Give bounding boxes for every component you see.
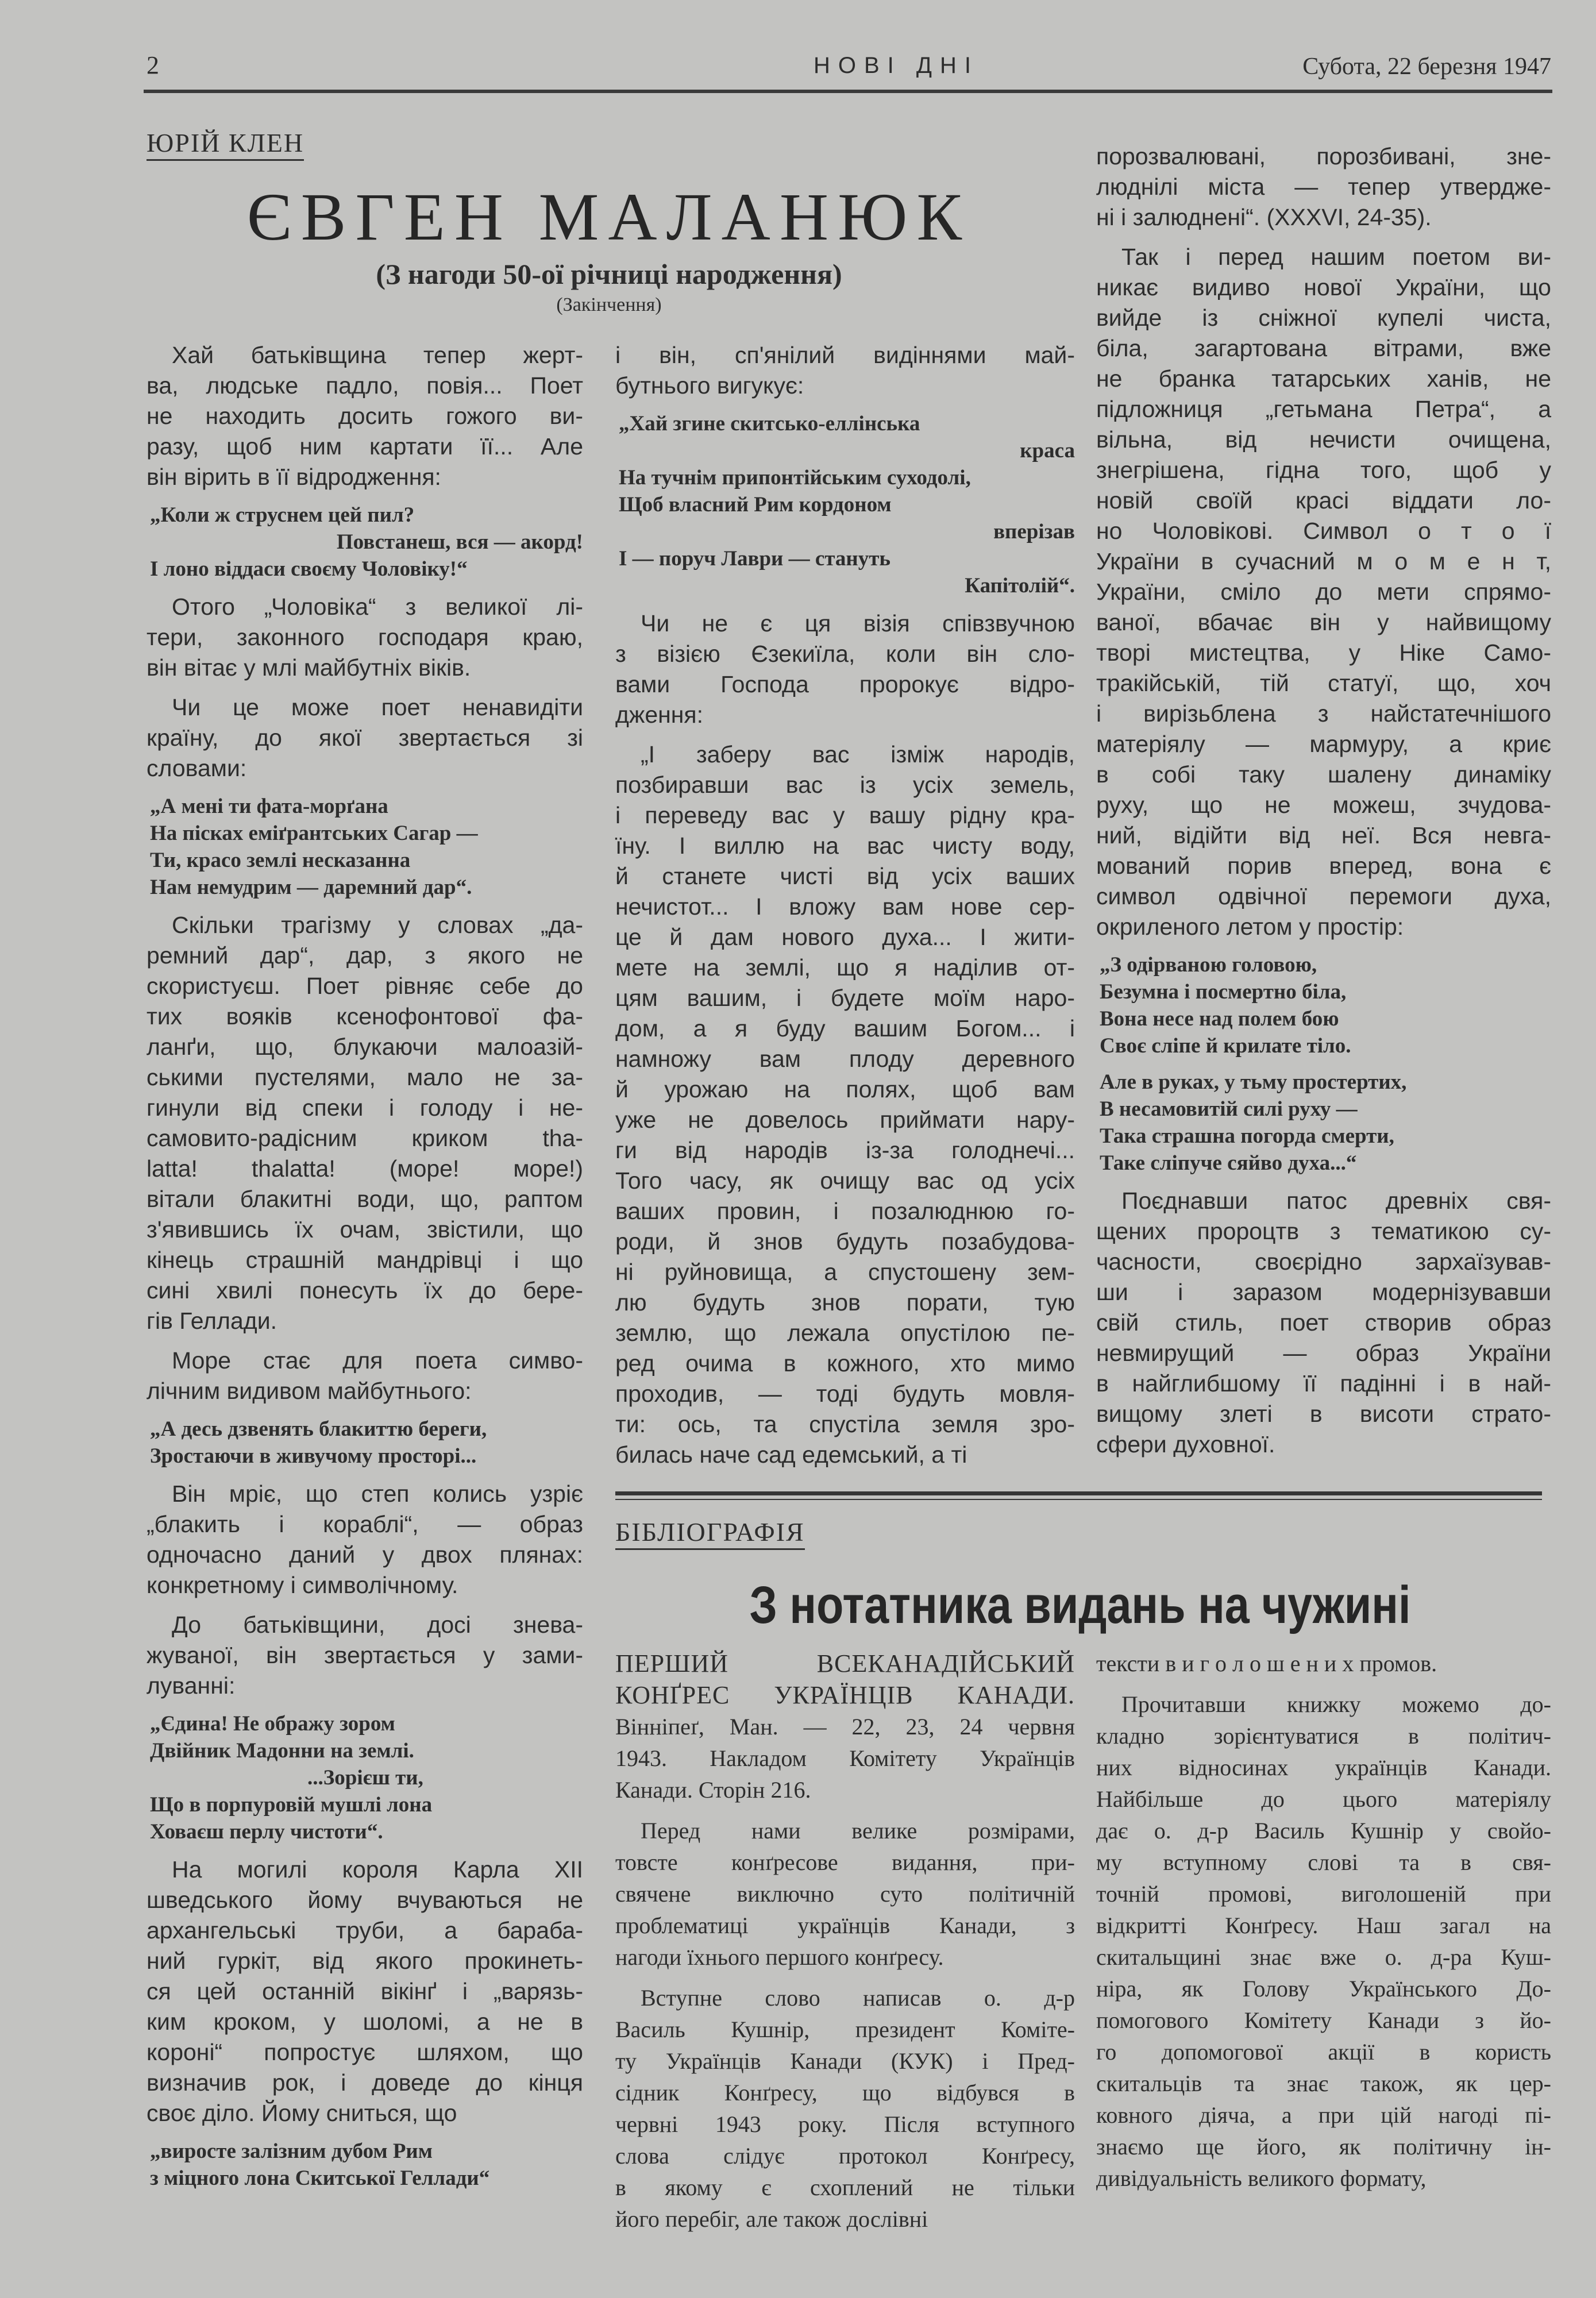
text-line: ...Зорієш ти, [307, 1766, 423, 1790]
text-line: ши і заразом модернізувавши [1096, 1279, 1551, 1305]
text-line: короні“ попростує шляхом, що [147, 2039, 583, 2065]
paragraph [1096, 1688, 1551, 2194]
text-line: Своє сліпе й крилате тіло. [1100, 1034, 1351, 1058]
text-line: ги від народів із-за голоднечі... [615, 1137, 1075, 1163]
section-divider-thin [615, 1499, 1542, 1500]
article-author: ЮРІЙ КЛЕН [147, 128, 304, 161]
text-line: їну. І виллю на вас чисту воду, [615, 832, 1075, 859]
text-line: latta! thalatta! (море! море!) [147, 1155, 583, 1182]
text-line: „А мені ти фата-морґана [150, 795, 388, 818]
text-line: матеріялу — мармуру, а криє [1096, 731, 1551, 757]
text-line: словами: [147, 755, 247, 781]
text-line: 1943. Накладом Комітету Українців [615, 1745, 1075, 1771]
text-line: Ти, красо землі несказанна [150, 849, 411, 872]
article-column-1 [147, 340, 583, 2201]
text-line: Отого „Чоловіка“ з великої лі- [172, 593, 583, 620]
paragraph [147, 1854, 583, 2129]
text-line: ваної, вбачає він у найвищому [1096, 609, 1551, 635]
text-line: люднілі міста — тепер утвердже- [1096, 173, 1551, 200]
text-line: В несамовитій силі руху — [1100, 1097, 1358, 1121]
text-line: намножу вам плоду деревного [615, 1046, 1075, 1072]
paragraph [147, 910, 583, 1336]
paragraph [147, 692, 583, 784]
text-line: До батьківщини, досі знева- [172, 1611, 583, 1638]
text-line: Безумна і посмертно біла, [1100, 980, 1347, 1004]
text-line: і вирізьблена з найстатечнішого [1096, 700, 1551, 727]
text-line: й урожаю на полях, щоб вам [615, 1076, 1075, 1102]
text-line: „блакить і кораблі“, — образ [147, 1511, 583, 1537]
text-line: кінець страшній мандрівці і що [147, 1247, 583, 1273]
text-line: Того часу, як очищу вас од усіх [615, 1167, 1075, 1194]
article-subtitle: (З нагоди 50-ої річниці народження) [376, 258, 842, 290]
poem-quote [1096, 951, 1551, 1059]
paragraph [147, 1479, 583, 1601]
text-line: Зростаючи в живучому просторі... [150, 1444, 477, 1468]
text-line: щених пророцтв з тематикою су- [1096, 1218, 1551, 1244]
text-line: гів Геллади. [147, 1308, 277, 1334]
text-line: архангельські труби, а бараба- [147, 1917, 583, 1944]
text-line: дом, а я буду вашим Богом... і [615, 1015, 1075, 1042]
text-line: Капітолій“. [965, 574, 1075, 597]
text-line: з візією Єзекиїла, коли він сло- [615, 641, 1075, 667]
text-line: никає видиво нової України, що [1096, 274, 1551, 300]
text-line: з'явившись їх очам, звістили, що [147, 1216, 583, 1243]
article-continuation-note: (Закінчення) [556, 294, 662, 315]
text-line: і він, сп'янілий видіннями май- [615, 342, 1075, 368]
poem-quote [1096, 1069, 1551, 1177]
text-line: тери, законного господаря краю, [147, 624, 583, 650]
paragraph [147, 1610, 583, 1701]
bibliography-column-1 [615, 1648, 1075, 2244]
section-label: БІБЛІОГРАФІЯ [615, 1517, 805, 1550]
text-line: Вінніпеґ, Ман. — 22, 23, 24 червня [615, 1714, 1075, 1740]
text-line: „З одірваною головою, [1100, 953, 1317, 977]
text-line: Чи не є ця візія співзвучною [641, 610, 1075, 637]
text-line: руху, що не можеш, зчудова- [1096, 792, 1551, 818]
text-line: Така страшна погорда смерти, [1100, 1124, 1394, 1148]
text-line: в найглибшому її падінні і в най- [1096, 1370, 1551, 1397]
text-line: ний, відійти від неї. Вся невга- [1096, 822, 1551, 849]
text-line: це й дам нового духа... І жити- [615, 924, 1075, 950]
text-line: ремний дар“, дар, з якого не [147, 942, 583, 969]
text-line: Повстанеш, вся — акорд! [336, 530, 583, 554]
text-line: України, сміло до мети спрямо- [1096, 579, 1551, 605]
text-line: з міцного лона Скитської Геллади“ [150, 2166, 490, 2190]
text-line: „Єдина! Не ображу зором [150, 1712, 395, 1736]
text-line: На тучнім припонтійським суходолі, [619, 466, 971, 489]
text-line: проблематиці українців Канади, з [615, 1913, 1075, 1938]
text-line: Перед нами велике розмірами, [641, 1818, 1075, 1844]
text-line: Найбільше до цього матеріялу [1096, 1786, 1551, 1812]
text-line: уже не довелось приймати нару- [615, 1106, 1075, 1133]
text-line: своє діло. Йому сниться, що [147, 2100, 457, 2126]
paragraph [615, 1815, 1075, 1973]
text-line: краса [1020, 439, 1075, 462]
text-line: На пісках еміґрантських Сагар — [150, 822, 478, 845]
text-line: „Хай згине скитсько-еллінська [619, 412, 920, 435]
text-line: На могилі короля Карла XII [172, 1856, 583, 1883]
text-line: знегрішена, гідна того, щоб у [1096, 457, 1551, 483]
text-line: сині хвилі понесуть їх до бере- [147, 1277, 583, 1304]
paragraph [1096, 242, 1551, 942]
text-line: дивідуальність великого формату, [1096, 2165, 1427, 2191]
text-line: країну, до якої звертається зі [147, 724, 583, 751]
paragraph [1096, 141, 1551, 233]
paragraph [147, 1345, 583, 1406]
text-line: КОНҐРЕС УКРАЇНЦІВ КАНАДИ. [615, 1681, 1075, 1709]
text-line: І лоно віддаси своєму Чоловіку!“ [150, 557, 468, 581]
text-line: дження: [615, 701, 704, 728]
text-line: ваших провин, і позалюднюю го- [615, 1198, 1075, 1224]
text-line: дає о. д-р Василь Кушнір у свойо- [1096, 1818, 1551, 1844]
text-line: ний гуркіт, від якого прокинеть- [147, 1948, 583, 1974]
text-line: тракійській, тій статуї, що, хоч [1096, 670, 1551, 696]
text-line: І — поруч Лаври — стануть [619, 547, 890, 570]
text-line: не находить досить гожого ви- [147, 403, 583, 429]
text-line: його перебіг, але також дослівні [615, 2206, 928, 2232]
text-line: вийде із сніжної купелі чиста, [1096, 304, 1551, 331]
poem-quote [147, 1710, 583, 1845]
text-line: лічним видивом майбутнього: [147, 1378, 472, 1404]
text-line: гинули від спеки і голоду і не- [147, 1094, 583, 1121]
text-line: товсте конґресове видання, при- [615, 1849, 1075, 1875]
issue-date: Субота, 22 березня 1947 [1302, 53, 1551, 80]
header-rule [144, 90, 1552, 93]
text-line: біла, загартована вітрами, вже [1096, 335, 1551, 361]
text-line: і переведу вас у вашу рідну кра- [615, 802, 1075, 828]
text-line: творі мистецтва, у Ніке Само- [1096, 639, 1551, 666]
text-line: невмирущий — образ України [1096, 1340, 1551, 1366]
text-line: Нам немудрим — даремний дар“. [150, 876, 472, 899]
text-line: точній промові, виголошеній при [1096, 1881, 1551, 1907]
text-line: помогового Комітету Канади з йо- [1096, 2007, 1551, 2033]
text-line: підложниця „гетьмана Петра“, а [1096, 396, 1551, 422]
text-line: вами Господа пророкує відро- [615, 671, 1075, 697]
paragraph [1096, 1648, 1551, 1679]
text-line: він вітає у млі майбутніх віків. [147, 654, 471, 681]
text-line: лю будуть знов порати, тую [615, 1289, 1075, 1316]
text-line: свячене виключно суто політичній [615, 1881, 1075, 1907]
text-line: разу, щоб ним картати її... Але [147, 433, 583, 460]
text-line: жуваної, він звертається у зами- [147, 1642, 583, 1668]
text-line: бутнього вигукує: [615, 372, 804, 399]
text-line: Так і перед нашим поетом ви- [1121, 244, 1551, 270]
text-line: ковного діяча, а при цій нагоді пі- [1096, 2102, 1551, 2128]
text-line: конкретному і символічному. [147, 1572, 458, 1598]
poem-quote [147, 793, 583, 901]
poem-quote [615, 410, 1075, 599]
text-line: „Коли ж струснем цей пил? [150, 503, 415, 527]
text-line: окриленого летом у простір: [1096, 913, 1404, 940]
text-line: свій стиль, поет створив образ [1096, 1309, 1551, 1336]
text-line: ким кроком, у шоломі, а не в [147, 2008, 583, 2035]
text-line: часности, своєрідно зархаїзував- [1096, 1248, 1551, 1275]
text-line: мете на землі, що я наділив от- [615, 954, 1075, 981]
text-line: тексти в и г о л о ш е н и х промов. [1096, 1651, 1437, 1676]
bibliography-heading: З нотатника видань на чужині [749, 1576, 1411, 1634]
text-line: позбиравши вас із усіх земель, [615, 772, 1075, 798]
text-line: Чи це може поет ненавидіти [172, 694, 583, 720]
text-line: ланґи, що, блукаючи малоазій- [147, 1034, 583, 1060]
text-line: скористуєш. Поет рівняє себе до [147, 973, 583, 999]
text-line: билась наче сад едемський, а ті [615, 1441, 967, 1468]
text-line: тих вояків ксенофонтової фа- [147, 1003, 583, 1030]
paragraph [615, 1982, 1075, 2235]
text-line: ні і залюднені“. (XXXVI, 24-35). [1096, 204, 1432, 230]
text-line: новій своїй красі віддати ло- [1096, 487, 1551, 514]
text-line: Поєднавши патос древніх свя- [1121, 1187, 1551, 1214]
text-line: Канади. Сторін 216. [615, 1777, 811, 1803]
text-line: в якому є схоплений не тільки [615, 2174, 1075, 2200]
text-line: України в сучасний м о м е н т, [1096, 548, 1551, 574]
text-line: Щоб власний Рим кордоном [619, 493, 892, 516]
text-line: ва, людське падло, повія... Поет [147, 372, 583, 399]
text-line: відкритті Конґресу. Наш загал на [1096, 1913, 1551, 1938]
text-line: Вступне слово написав о. д-р [641, 1985, 1075, 2011]
text-line: шведського йому вчуваються не [147, 1887, 583, 1913]
article-column-3 [1096, 141, 1551, 1469]
text-line: ськими пустелями, мало не за- [147, 1064, 583, 1090]
text-line: знаємо ще його, як політичну ін- [1096, 2134, 1551, 2160]
text-line: кладно зорієнтуватися в політич- [1096, 1723, 1551, 1749]
text-line: ред очима в кожного, хто мимо [615, 1350, 1075, 1377]
text-line: луванні: [147, 1672, 236, 1699]
text-line: вперізав [993, 520, 1075, 543]
text-line: вітали блакитні води, що, раптом [147, 1186, 583, 1212]
text-line: Хай батьківщина тепер жерт- [172, 342, 583, 368]
paragraph [615, 340, 1075, 401]
paragraph [1096, 1186, 1551, 1460]
text-line: червні 1943 року. Після вступного [615, 2111, 1075, 2137]
text-line: вільна, від нечисти очищена, [1096, 426, 1551, 453]
text-line: Він мріє, що степ колись узріє [172, 1480, 583, 1507]
paragraph [147, 592, 583, 683]
paragraph [615, 608, 1075, 730]
text-line: Але в руках, у тьму простертих, [1100, 1070, 1407, 1094]
text-line: Ховаєш перлу чистоти“. [150, 1820, 383, 1844]
text-line: слова слідує протокол Конґресу, [615, 2143, 1075, 2169]
text-line: ти: ось, та спустіла земля зро- [615, 1411, 1075, 1437]
text-line: Василь Кушнір, президент Коміте- [615, 2016, 1075, 2042]
text-line: визначив рок, і доведе до кінця [147, 2069, 583, 2096]
text-line: ся цей останній вікінґ і „варязь- [147, 1978, 583, 2004]
text-line: вищому злеті в висоти страто- [1096, 1401, 1551, 1427]
bibliography-column-2 [1096, 1648, 1551, 2203]
text-line: них відносинах українців Канади. [1096, 1755, 1551, 1780]
page-number: 2 [147, 51, 159, 79]
text-line: Таке сліпуче сяйво духа...“ [1100, 1151, 1357, 1175]
text-line: но Чоловікові. Символ о т о ї [1096, 518, 1551, 544]
text-line: Вона несе над полем бою [1100, 1007, 1339, 1031]
newspaper-name: НОВІ ДНІ [814, 53, 979, 78]
text-line: порозвалювані, порозбивані, зне- [1096, 143, 1551, 169]
text-line: ні руйновища, а спустошену зем- [615, 1259, 1075, 1285]
paragraph [147, 340, 583, 492]
poem-quote [147, 1416, 583, 1470]
text-line: сфери духовної. [1096, 1431, 1275, 1458]
text-line: „А десь дзвенять блакиттю береги, [150, 1417, 487, 1441]
poem-quote [147, 502, 583, 583]
text-line: й станете чисті від усіх ваших [615, 863, 1075, 889]
text-line: мований порив вперед, вона є [1096, 853, 1551, 879]
text-line: Що в порпуровій мушлі лона [150, 1793, 433, 1817]
paragraph [615, 739, 1075, 1470]
text-line: „виросте залізним дубом Рим [150, 2139, 433, 2163]
text-line: цям вашим, і будете моїм наро- [615, 985, 1075, 1011]
text-line: Двійник Мадонни на землі. [150, 1739, 414, 1763]
text-line: проходив, — тоді будуть мовля- [615, 1381, 1075, 1407]
text-line: го допомогової акції в користь [1096, 2039, 1551, 2065]
text-line: в собі таку шалену динаміку [1096, 761, 1551, 788]
text-line: ту Українців Канади (КУК) і Пред- [615, 2048, 1075, 2074]
text-line: самовито-радісним криком tha- [147, 1125, 583, 1151]
text-line: нечистот... І вложу вам нове сер- [615, 893, 1075, 920]
text-line: Скільки трагізму у словах „да- [172, 912, 583, 938]
article-column-2 [615, 340, 1075, 1479]
text-line: Море стає для поета симво- [172, 1347, 583, 1374]
book-reference [615, 1648, 1075, 1806]
text-line: сідник Конґресу, що відбувся в [615, 2080, 1075, 2106]
text-line: він вірить в її відродження: [147, 464, 441, 490]
text-line: ніра, як Голову Українського До- [1096, 1976, 1551, 2002]
text-line: ПЕРШИЙ ВСЕКАНАДІЙСЬКИЙ [615, 1649, 1075, 1678]
text-line: символ одвічної перемоги духа, [1096, 883, 1551, 909]
text-line: одночасно даний у двох плянах: [147, 1541, 583, 1568]
text-line: землю, що лежала опустілою пе- [615, 1320, 1075, 1346]
section-divider [615, 1491, 1542, 1495]
text-line: не бранка татарських ханів, не [1096, 365, 1551, 392]
text-line: „І заберу вас ізміж народів, [641, 741, 1075, 768]
poem-quote [147, 2138, 583, 2192]
text-line: Прочитавши книжку можемо до- [1121, 1691, 1551, 1717]
article-title: ЄВГЕН МАЛАНЮК [246, 179, 972, 255]
text-line: нагоди їхнього першого конґресу. [615, 1944, 944, 1970]
text-line: скитальців та знає також, як цер- [1096, 2070, 1551, 2096]
text-line: скитальщині знає вже о. д-ра Куш- [1096, 1944, 1551, 1970]
text-line: му вступному слові та в свя- [1096, 1849, 1551, 1875]
text-line: роди, й знов будуть позабудова- [615, 1228, 1075, 1255]
